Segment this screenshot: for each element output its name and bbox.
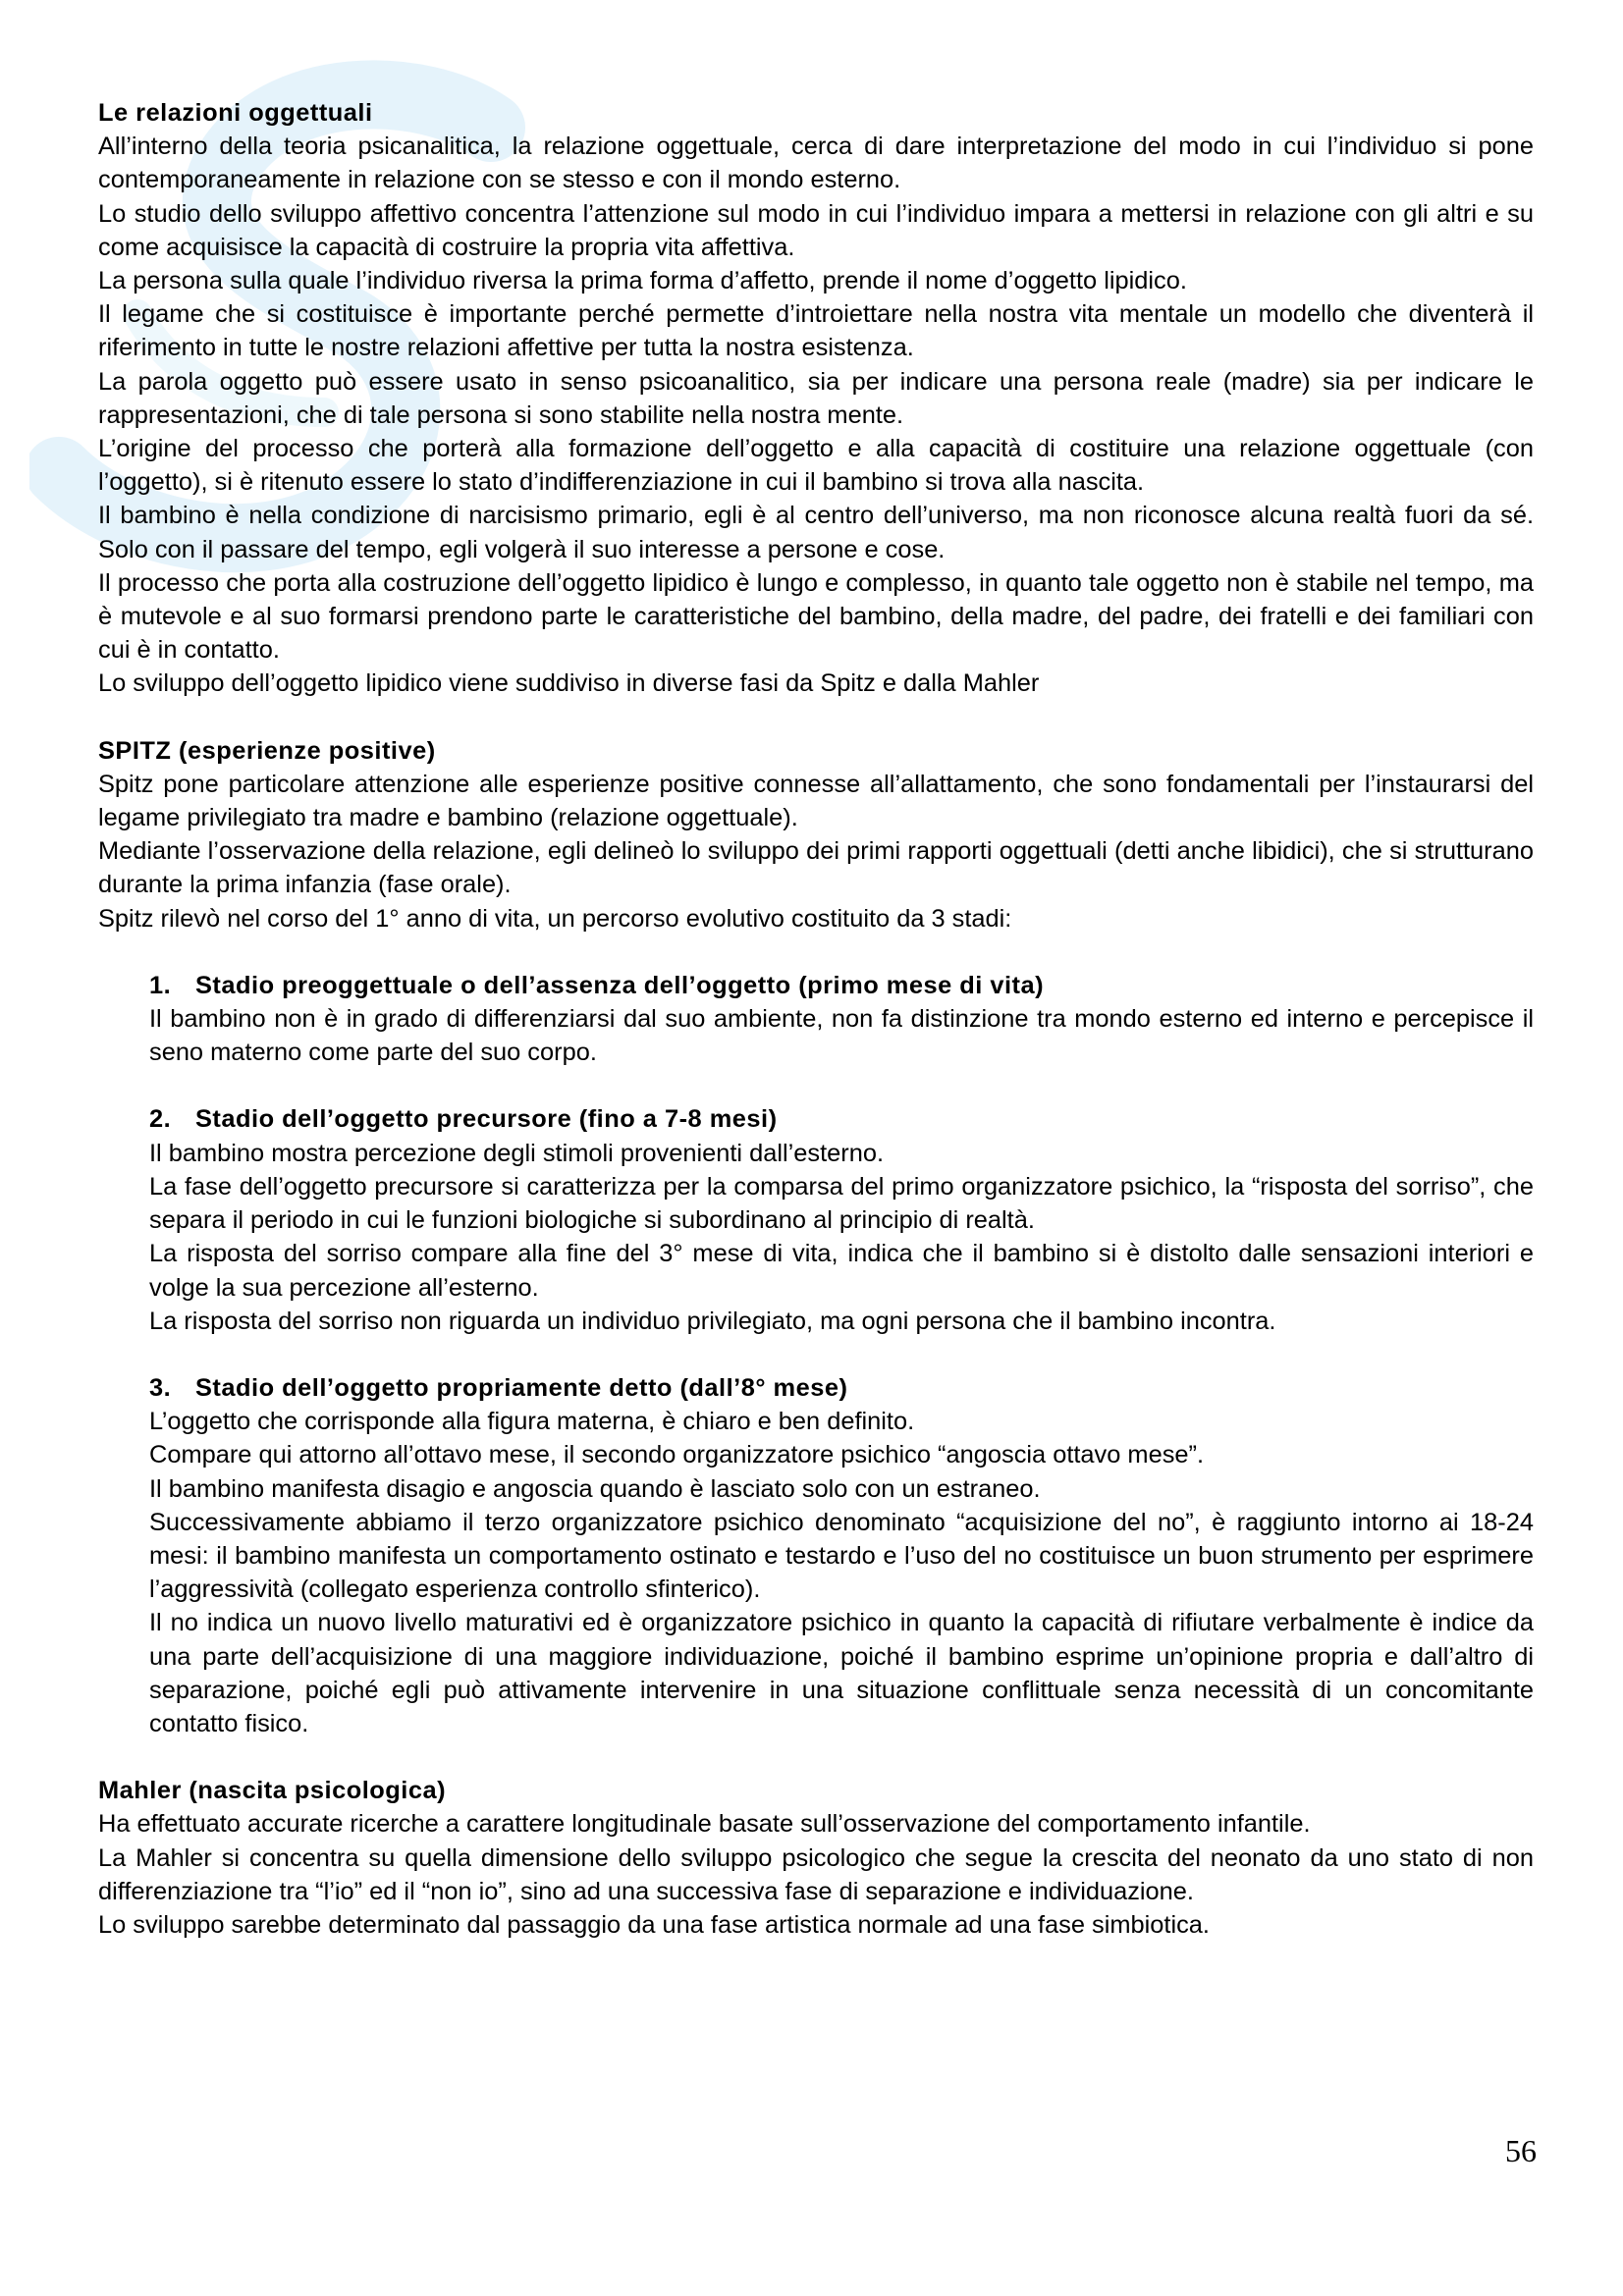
stage-1 — [149, 969, 1534, 1070]
section-relazioni-oggettuali — [98, 96, 1534, 701]
stage-number: 2. — [149, 1105, 172, 1134]
page-number: 56 — [1505, 2133, 1537, 2168]
paragraph: L’origine del processo che porterà alla formazione dell’oggetto e alla capacità di costituire una relazione oggettuale (con l’oggetto), si è ritenuto essere lo stato d’indifferenziazione in cui il bambino si trova alla nascita. — [98, 435, 1534, 497]
paragraph: La risposta del sorriso compare alla fine del 3° mese di vita, indica che il bambino si è distolto dalle sensazioni interiori e volge la sua percezione all’esterno. — [149, 1240, 1534, 1302]
paragraph: Il bambino è nella condizione di narcisismo primario, egli è al centro dell’universo, ma non riconosce alcuna realtà fuori da sé. Solo con il passare del tempo, egli volgerà il suo interesse a persone e cose. — [98, 502, 1534, 563]
stage-title: Stadio dell’oggetto precursore (fino a 7-8 mesi) — [195, 1105, 778, 1134]
paragraph: Spitz pone particolare attenzione alle esperienze positive connesse all’allattamento, che sono fondamentali per l’instaurarsi del legame privilegiato tra madre e bambino (relazione oggettuale). — [98, 770, 1534, 832]
paragraph: La fase dell’oggetto precursore si caratterizza per la comparsa del primo organizzatore psichico, la “risposta del sorriso”, che separa il periodo in cui le funzioni biologiche si subordinano al principio di realtà. — [149, 1172, 1534, 1235]
paragraph: Il no indica un nuovo livello maturativi ed è organizzatore psichico in quanto la capacità di rifiutare verbalmente è indice da una parte dell’acquisizione di una maggiore individuazione, poiché il bambino esprime un’opinione propria e dall’altro di separazione, poiché egli può attivamente intervenire in una situazione conflittuale senza necessità di un concomitante contatto fisico. — [149, 1609, 1534, 1737]
paragraph: La persona sulla quale l’individuo riversa la prima forma d’affetto, prende il nome d’oggetto lipidico. — [98, 267, 1187, 295]
stage-heading — [149, 1371, 1534, 1405]
paragraph: Il bambino manifesta disagio e angoscia quando è lasciato solo con un estraneo. — [149, 1474, 1041, 1503]
section-heading: Mahler (nascita psicologica) — [98, 1777, 447, 1805]
paragraph: La risposta del sorriso non riguarda un individuo privilegiato, ma ogni persona che il bambino incontra. — [149, 1307, 1276, 1335]
stage-number: 1. — [149, 971, 172, 999]
section-heading: SPITZ (esperienze positive) — [98, 736, 436, 765]
paragraph: Compare qui attorno all’ottavo mese, il secondo organizzatore psichico “angoscia ottavo mese”. — [149, 1441, 1205, 1469]
stage-title: Stadio preoggettuale o dell’assenza dell’oggetto (primo mese di vita) — [195, 971, 1045, 999]
paragraph: Lo sviluppo dell’oggetto lipidico viene suddiviso in diverse fasi da Spitz e dalla Mahler — [98, 669, 1040, 698]
paragraph: Spitz rilevò nel corso del 1° anno di vita, un percorso evolutivo costituito da 3 stadi: — [98, 904, 1012, 933]
paragraph: Il legame che si costituisce è importante perché permette d’introiettare nella nostra vita mentale un modello che diventerà il riferimento in tutte le nostre relazioni affettive per tutta la nostra esistenza. — [98, 300, 1534, 362]
stage-heading — [149, 969, 1534, 1002]
paragraph: Lo sviluppo sarebbe determinato dal passaggio da una fase artistica normale ad una fase simbiotica. — [98, 1910, 1210, 1939]
paragraph: La parola oggetto può essere usato in senso psicoanalitico, sia per indicare una persona reale (madre) sia per indicare le rappresentazioni, che di tale persona si sono stabilite nella nostra mente. — [98, 367, 1534, 429]
stage-number: 3. — [149, 1373, 172, 1402]
paragraph: Il bambino non è in grado di differenziarsi dal suo ambiente, non fa distinzione tra mondo esterno ed interno e percepisce il seno materno come parte del suo corpo. — [149, 1005, 1534, 1067]
stage-title: Stadio dell’oggetto propriamente detto (dall’8° mese) — [195, 1373, 848, 1402]
paragraph: Lo studio dello sviluppo affettivo concentra l’attenzione sul modo in cui l’individuo impara a mettersi in relazione con gli altri e su come acquisisce la capacità di costruire la propria vita affettiva. — [98, 199, 1534, 261]
paragraph: Ha effettuato accurate ricerche a carattere longitudinale basate sull’osservazione del comportamento infantile. — [98, 1810, 1311, 1839]
paragraph: La Mahler si concentra su quella dimensione dello sviluppo psicologico che segue la crescita del neonato da uno stato di non differenziazione tra “l’io” ed il “non io”, sino ad una successiva fase di separazione e individuazione. — [98, 1843, 1534, 1905]
paragraph: Mediante l’osservazione della relazione, egli delineò lo sviluppo dei primi rapporti oggettuali (detti anche libidici), che si strutturano durante la prima infanzia (fase orale). — [98, 837, 1534, 899]
paragraph: Il processo che porta alla costruzione dell’oggetto lipidico è lungo e complesso, in quanto tale oggetto non è stabile nel tempo, ma è mutevole e al suo formarsi prendono parte le caratteristiche del bambino, della madre, del padre, dei fratelli e dei familiari con cui è in contatto. — [98, 568, 1534, 665]
paragraph: All’interno della teoria psicanalitica, la relazione oggettuale, cerca di dare interpretazione del modo in cui l’individuo si pone contemporaneamente in relazione con se stesso e con il mondo esterno. — [98, 133, 1534, 194]
paragraph: Il bambino mostra percezione degli stimoli provenienti dall’esterno. — [149, 1139, 884, 1167]
stage-2 — [149, 1102, 1534, 1337]
paragraph: L’oggetto che corrisponde alla figura materna, è chiaro e ben definito. — [149, 1408, 915, 1436]
stage-3 — [149, 1371, 1534, 1740]
section-heading: Le relazioni oggettuali — [98, 99, 373, 127]
stage-heading — [149, 1102, 1534, 1136]
document-page — [98, 96, 1534, 1942]
paragraph: Successivamente abbiamo il terzo organizzatore psichico denominato “acquisizione del no”, è raggiunto intorno ai 18-24 mesi: il bambino manifesta un comportamento ostinato e testardo e l’uso del no costituisce un buon strumento per esprimere l’aggressività (collegato esperienza controllo sfinterico). — [149, 1508, 1534, 1604]
section-mahler — [98, 1774, 1534, 1942]
section-spitz — [98, 734, 1534, 1740]
